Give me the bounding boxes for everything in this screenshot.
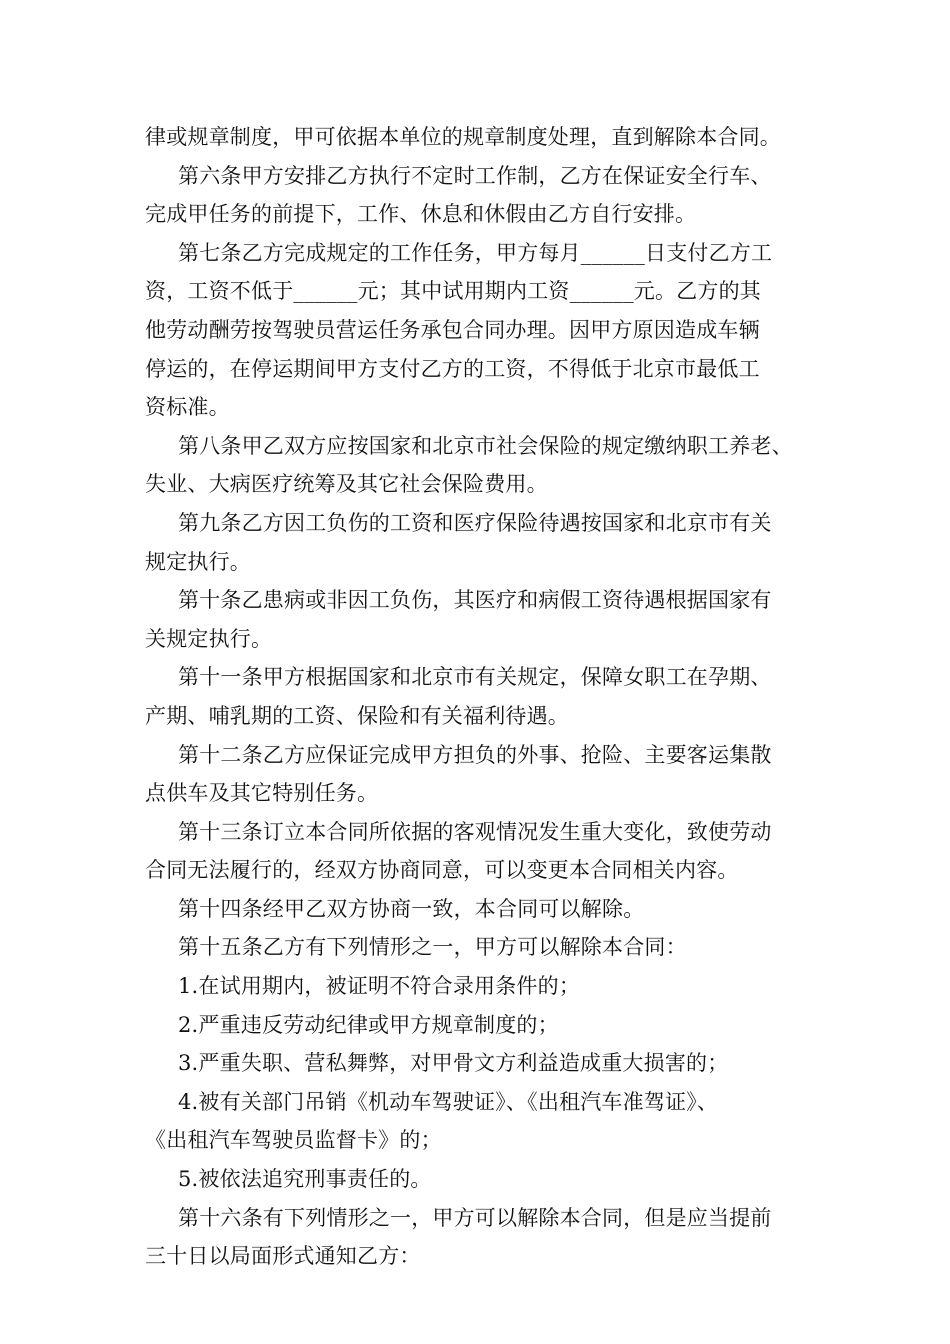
text-line: 第十一条甲方根据国家和北京市有关规定，保障女职工在孕期、 xyxy=(178,665,772,690)
text-line: 《出租汽车驾驶员监督卡》的； xyxy=(145,1128,442,1153)
text-line: 第十条乙患病或非因工负伤，其医疗和病假工资待遇根据国家有 xyxy=(178,588,772,613)
text-line: 完成甲任务的前提下，工作、休息和休假由乙方自行安排。 xyxy=(145,202,697,227)
text-line: 第十三条订立本合同所依据的客观情况发生重大变化，致使劳动 xyxy=(178,819,772,844)
text-line: 4.被有关部门吊销《机动车驾驶证》、《出租汽车准驾证》、 xyxy=(178,1089,719,1114)
text-line: 第七条乙方完成规定的工作任务，甲方每月______日支付乙方工 xyxy=(178,240,773,265)
text-line: 2.严重违反劳动纪律或甲方规章制度的； xyxy=(178,1012,559,1037)
text-line: 第九条乙方因工负伤的工资和医疗保险待遇按国家和北京市有关 xyxy=(178,510,772,535)
text-line: 第十六条有下列情形之一，甲方可以解除本合同，但是应当提前 xyxy=(178,1205,772,1230)
text-line: 5.被依法追究刑事责任的。 xyxy=(178,1167,432,1192)
text-line: 点供车及其它特别任务。 xyxy=(145,781,379,806)
text-line: 1.在试用期内，被证明不符合录用条件的； xyxy=(178,974,581,999)
text-line: 关规定执行。 xyxy=(145,626,273,651)
text-line: 资标准。 xyxy=(145,395,230,420)
text-line: 三十日以局面形式通知乙方： xyxy=(145,1244,421,1269)
text-line: 资，工资不低于______元；其中试用期内工资______元。乙方的其 xyxy=(145,279,761,304)
text-line: 律或规章制度，甲可依据本单位的规章制度处理，直到解除本合同。 xyxy=(145,125,781,149)
text-line: 合同无法履行的，经双方协商同意，可以变更本合同相关内容。 xyxy=(145,858,739,883)
text-line: 第十五条乙方有下列情形之一，甲方可以解除本合同： xyxy=(178,935,687,960)
text-line: 3.严重失职、营私舞弊，对甲骨文方利益造成重大损害的； xyxy=(178,1051,729,1076)
text-line: 他劳动酬劳按驾驶员营运任务承包合同办理。因甲方原因造成车辆 xyxy=(145,317,760,342)
contract-body-text xyxy=(145,118,810,1276)
text-line: 第六条甲方安排乙方执行不定时工作制，乙方在保证安全行车、 xyxy=(178,163,772,188)
text-line: 第十二条乙方应保证完成甲方担负的外事、抢险、主要客运集散 xyxy=(178,742,772,767)
text-line: 停运的，在停运期间甲方支付乙方的工资，不得低于北京市最低工 xyxy=(145,356,760,381)
text-line: 第十四条经甲乙双方协商一致，本合同可以解除。 xyxy=(178,896,645,921)
text-line: 产期、哺乳期的工资、保险和有关福利待遇。 xyxy=(145,703,569,728)
text-line: 第八条甲乙双方应按国家和北京市社会保险的规定缴纳职工养老、 xyxy=(178,433,793,458)
text-line: 失业、大病医疗统筹及其它社会保险费用。 xyxy=(145,472,548,497)
text-line: 规定执行。 xyxy=(145,549,251,574)
